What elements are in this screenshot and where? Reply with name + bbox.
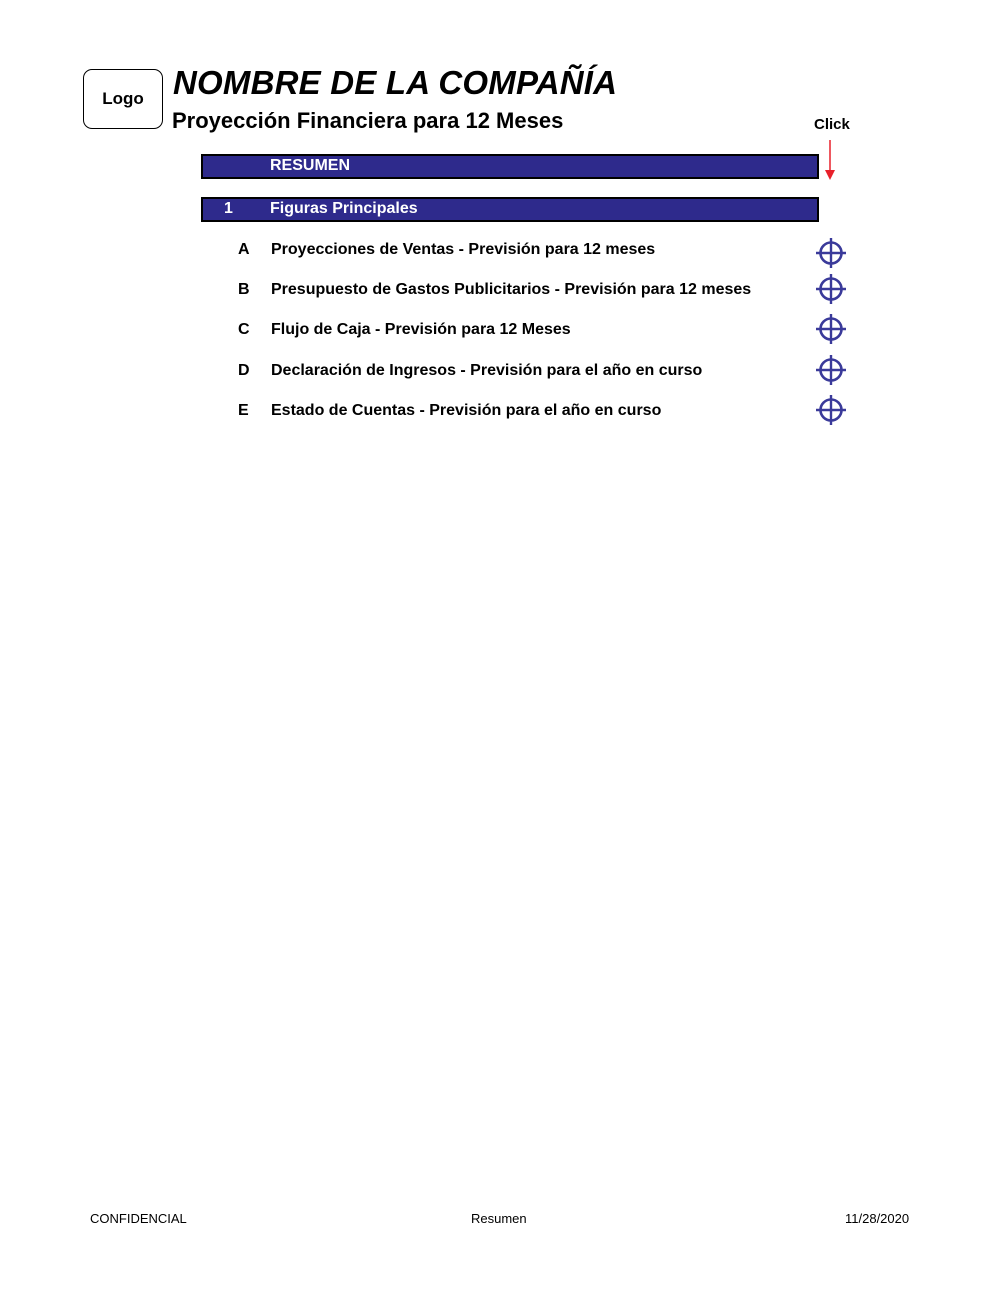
item-text: Estado de Cuentas - Previsión para el año en curso bbox=[271, 402, 662, 419]
page-subtitle: Proyección Financiera para 12 Meses bbox=[172, 108, 564, 133]
click-hint-label: Click bbox=[814, 116, 850, 133]
item-letter: B bbox=[238, 281, 250, 298]
footer-sheet-name: Resumen bbox=[471, 1211, 527, 1226]
item-letter: D bbox=[238, 362, 250, 379]
footer-date: 11/28/2020 bbox=[845, 1211, 910, 1226]
logo-placeholder bbox=[83, 69, 163, 129]
company-name: NOMBRE DE LA COMPAÑÍA bbox=[173, 64, 618, 101]
crosshair-link-icon[interactable] bbox=[815, 313, 847, 345]
item-letter: A bbox=[238, 241, 250, 258]
item-text: Proyecciones de Ventas - Previsión para 12 meses bbox=[271, 241, 656, 258]
item-letter: E bbox=[238, 402, 249, 419]
item-letter: C bbox=[238, 321, 250, 338]
crosshair-link-icon[interactable] bbox=[815, 354, 847, 386]
down-arrow-icon bbox=[822, 138, 838, 184]
item-text: Declaración de Ingresos - Previsión para el año en curso bbox=[271, 362, 703, 379]
item-text: Flujo de Caja - Previsión para 12 Meses bbox=[271, 321, 571, 338]
crosshair-link-icon[interactable] bbox=[815, 273, 847, 305]
logo-label: Logo bbox=[102, 89, 144, 108]
section-title: Figuras Principales bbox=[270, 200, 418, 217]
item-text: Presupuesto de Gastos Publicitarios - Previsión para 12 meses bbox=[271, 281, 752, 298]
section-header-bar bbox=[201, 197, 819, 222]
crosshair-link-icon[interactable] bbox=[815, 237, 847, 269]
summary-bar bbox=[201, 154, 819, 179]
summary-bar-label: RESUMEN bbox=[270, 157, 351, 174]
crosshair-link-icon[interactable] bbox=[815, 394, 847, 426]
section-number: 1 bbox=[224, 200, 233, 217]
footer-confidential: CONFIDENCIAL bbox=[90, 1211, 187, 1226]
